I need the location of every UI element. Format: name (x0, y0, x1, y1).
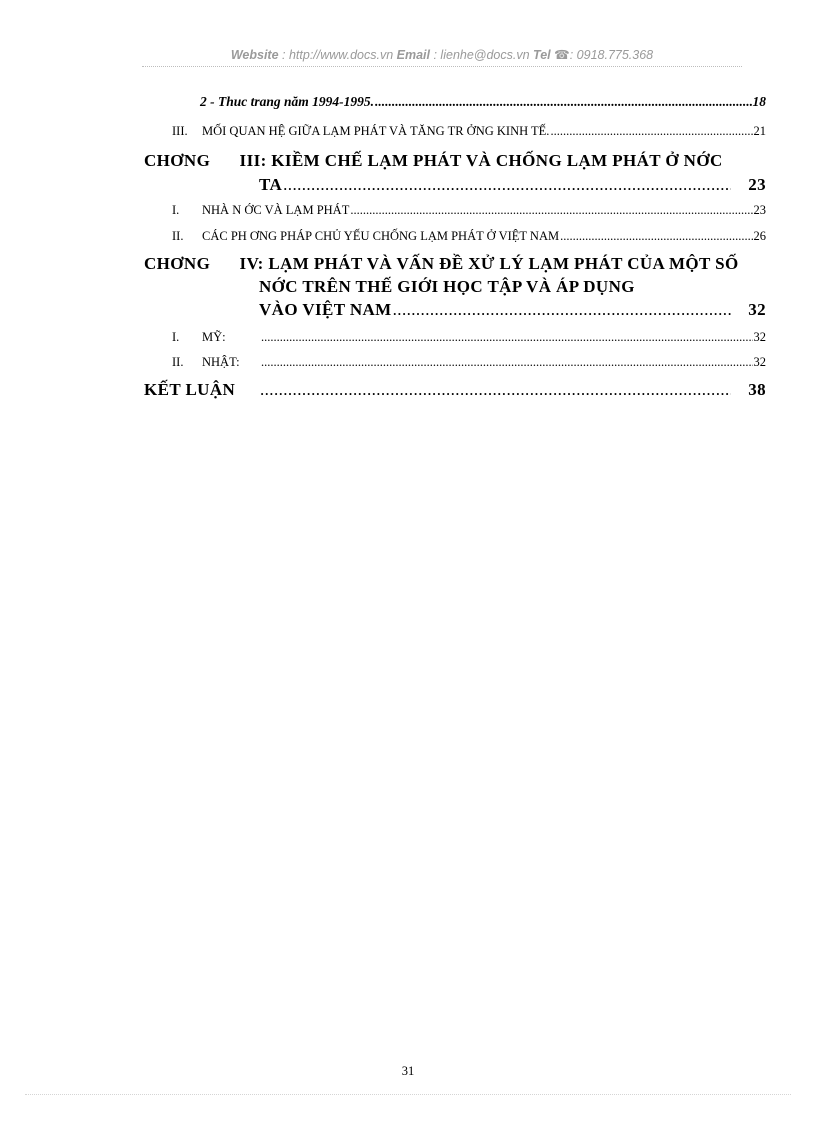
email-label: Email (396, 48, 431, 62)
chapter-4-title-line2: NỚC TRÊN THẾ GIỚI HỌC TẬP VÀ ÁP DỤNG (259, 277, 635, 296)
phone-icon: ☎ (554, 48, 570, 62)
toc-entry-moi-quan-he[interactable] (172, 124, 766, 139)
tel-label: Tel (533, 48, 551, 62)
toc-roman-numeral: II. (172, 355, 184, 369)
toc-roman-numeral: I. (172, 330, 180, 344)
toc-page-number: 32 (748, 300, 766, 319)
footer-divider (25, 1094, 791, 1095)
toc-entry-label: MỸ: (202, 330, 226, 344)
tel-value: : 0918.775.368 (569, 48, 654, 62)
toc-entry-label: NHẬT: (202, 355, 240, 369)
chapter-4-title-line1: IV: LẠM PHÁT VÀ VẤN ĐỀ XỬ LÝ LẠM PHÁT CỦA MỘT SỐ (239, 254, 739, 273)
toc-page-number: 23 (753, 203, 766, 217)
leader-dots (393, 300, 732, 320)
toc-entry-label: NHÀ N ỚC VÀ LẠM PHÁT (202, 203, 350, 217)
leader-dots (261, 330, 753, 345)
page-number: 31 (401, 1064, 415, 1078)
chapter-4-heading-cont[interactable] (259, 300, 766, 320)
toc-entry-label: MỐI QUAN HỆ GIỮA LẠM PHÁT VÀ TĂNG TR ỞNG KINH TẾ. (202, 124, 550, 138)
leader-dots (550, 124, 752, 139)
toc-entry-thuc-trang[interactable] (200, 94, 766, 110)
chapter-4-heading-line2 (259, 277, 635, 297)
toc-page-number: 18 (752, 94, 766, 109)
toc-entry-cac-phuong-phap[interactable] (172, 229, 766, 244)
toc-page-number: 23 (748, 175, 766, 194)
chapter-4-heading[interactable] (144, 254, 739, 274)
chapter-word: CHƠNG (144, 254, 211, 273)
page-header (142, 47, 742, 62)
toc-roman-numeral: III. (172, 124, 188, 138)
toc-roman-numeral: I. (172, 203, 180, 217)
leader-dots (375, 94, 751, 110)
toc-entry-nha-nuoc[interactable] (172, 203, 766, 218)
website-url[interactable]: : http://www.docs.vn (278, 48, 397, 62)
toc-entry-label: CÁC PH ƠNG PHÁP CHỦ YẾU CHỐNG LẠM PHÁT Ở VIỆT NAM (202, 229, 560, 243)
leader-dots (261, 355, 753, 370)
chapter-3-title-line1: III: KIỀM CHẾ LẠM PHÁT VÀ CHỐNG LẠM PHÁT Ở NỚC (239, 151, 723, 170)
toc-page-number: 32 (753, 355, 766, 369)
chapter-3-heading[interactable] (144, 151, 723, 171)
leader-dots (283, 175, 731, 195)
chapter-3-title-line2: TA (259, 175, 283, 194)
toc-page-number: 21 (753, 124, 766, 138)
toc-entry-ket-luan[interactable] (144, 380, 766, 400)
toc-entry-nhat[interactable] (172, 355, 766, 370)
email-address[interactable]: : lienhe@docs.vn (430, 48, 534, 62)
toc-entry-label: KẾT LUẬN (144, 380, 236, 399)
toc-roman-numeral: II. (172, 229, 184, 243)
header-divider (142, 66, 742, 67)
toc-page-number: 38 (748, 380, 766, 399)
leader-dots (260, 380, 731, 400)
toc-entry-my[interactable] (172, 330, 766, 345)
website-label: Website (230, 48, 279, 62)
leader-dots (350, 203, 752, 218)
chapter-3-heading-cont[interactable] (259, 175, 766, 195)
chapter-word: CHƠNG (144, 151, 211, 170)
toc-page-number: 26 (753, 229, 766, 243)
chapter-4-title-line3: VÀO VIỆT NAM (259, 300, 392, 319)
toc-page-number: 32 (753, 330, 766, 344)
leader-dots (560, 229, 752, 244)
toc-entry-label: 2 - Thuc trang năm 1994-1995. (200, 94, 375, 109)
